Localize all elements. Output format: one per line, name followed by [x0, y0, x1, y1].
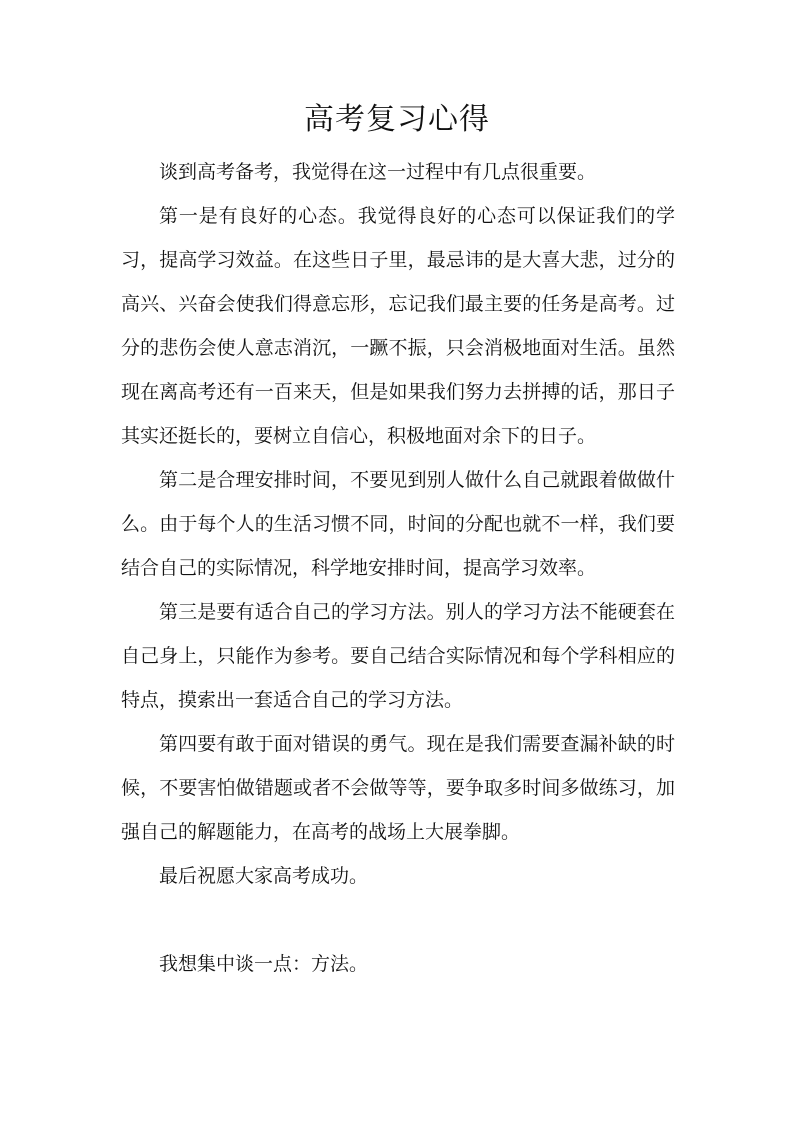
- paragraph-method: 第三是要有适合自己的学习方法。别人的学习方法不能硬套在自己身上，只能作为参考。要自己结合实际情况和每个学科相应的特点，摸索出一套适合自己的学习方法。: [121, 601, 675, 711]
- blank-line: [121, 898, 675, 942]
- paragraph-mindset: 第一是有良好的心态。我觉得良好的心态可以保证我们的学习，提高学习效益。在这些日子里，最忌讳的是大喜大悲，过分的高兴、兴奋会使我们得意忘形，忘记我们最主要的任务是高考。过分的悲伤会使人意志消沉，一蹶不振，只会消极地面对生活。虽然现在离高考还有一百来天，但是如果我们努力去拼搏的话，那日子其实还挺长的，要树立自信心，积极地面对余下的日子。: [121, 205, 675, 447]
- document-title: 高考复习心得: [304, 102, 490, 137]
- document-body: [121, 150, 675, 986]
- paragraph-intro: 谈到高考备考，我觉得在这一过程中有几点很重要。: [159, 161, 597, 183]
- paragraph-wishes: 最后祝愿大家高考成功。: [159, 865, 369, 887]
- paragraph-closing: 我想集中谈一点：方法。: [159, 953, 369, 975]
- paragraph-time: 第二是合理安排时间，不要见到别人做什么自己就跟着做做什么。由于每个人的生活习惯不同，时间的分配也就不一样，我们要结合自己的实际情况，科学地安排时间，提高学习效率。: [121, 469, 675, 579]
- paragraph-mistakes: 第四要有敢于面对错误的勇气。现在是我们需要查漏补缺的时候，不要害怕做错题或者不会做等等，要争取多时间多做练习，加强自己的解题能力，在高考的战场上大展拳脚。: [121, 733, 675, 843]
